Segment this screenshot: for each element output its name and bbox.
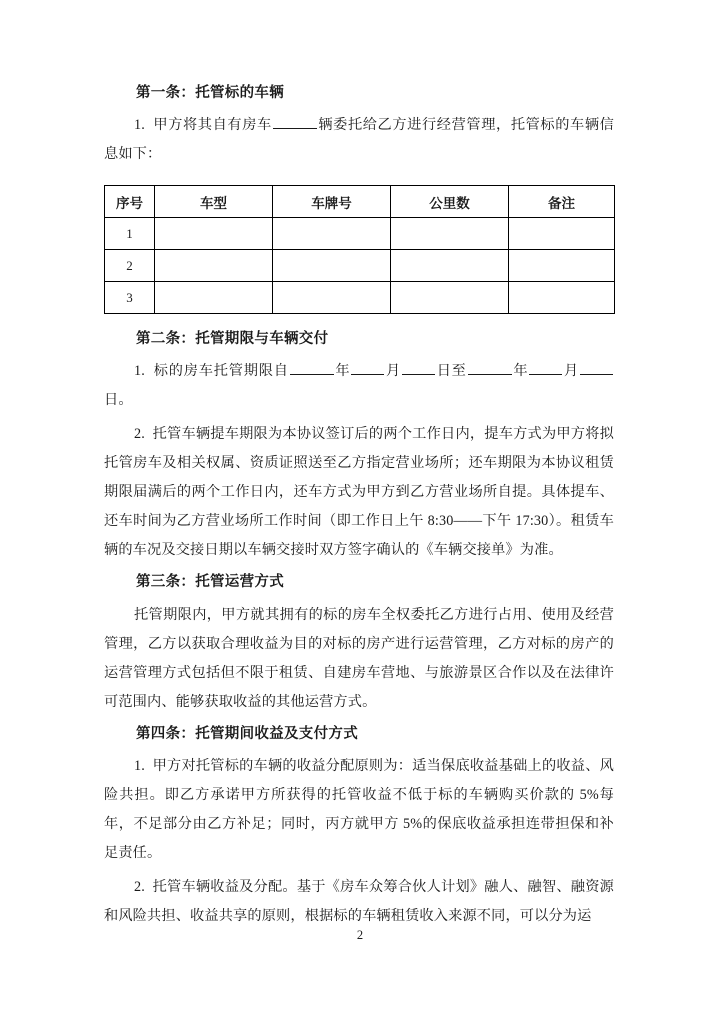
clause-2-seg-2: 月 (385, 363, 402, 380)
clause-heading-4: 第四条：托管期间收益及支付方式 (136, 725, 358, 742)
table-cell-mileage[interactable] (391, 218, 509, 250)
vehicle-info-table (104, 185, 615, 314)
clause-2-item-2 (104, 417, 614, 567)
start-year-blank[interactable] (290, 361, 334, 375)
clause-2-item-2-text: 托管车辆提车期限为本协议签订后的两个工作日内，提车方式为甲方将拟托管房车及相关权属、资质证照送至乙方指定营业场所；还车期限为本协议租赁期限届满后的两个工作日内，还车方式为甲方到乙方营业场所自提。具体提车、还车时间为乙方营业场所工作时间（即工作日上午 8:30——下午 17:30）。租赁车辆的车况及交接日期以车辆交接时双方签字确认的《车辆交接单》为准。 (104, 426, 614, 559)
clause-heading-2: 第二条：托管期限与车辆交付 (136, 331, 329, 348)
clause-2-seg-1: 年 (334, 363, 351, 380)
clause-4-item-1 (104, 749, 614, 870)
clause-heading-3: 第三条：托管运营方式 (136, 574, 284, 591)
clause-2-item-2-number: 2. (134, 426, 146, 443)
vehicle-count-blank[interactable] (273, 115, 317, 129)
table-cell-plate[interactable] (273, 250, 391, 282)
table-cell-mileage[interactable] (391, 250, 509, 282)
clause-4-item-1-text: 甲方对托管标的车辆的收益分配原则为：适当保底收益基础上的收益、风险共担。即乙方承诺甲方所获得的托管收益不低于标的车辆购买价款的 5%每年，不足部分由乙方补足；同时，丙方就甲方 5%的保底收益承担连带担保和补足责任。 (104, 757, 614, 861)
clause-2-seg-6: 日。 (104, 392, 133, 409)
clause-1-item-1 (104, 108, 614, 171)
clause-2-seg-4: 年 (512, 363, 529, 380)
table-cell-model[interactable] (155, 218, 273, 250)
table-cell-index: 1 (105, 218, 155, 250)
table-header-note: 备注 (509, 186, 615, 218)
table-cell-model[interactable] (155, 282, 273, 314)
page-number: 2 (356, 928, 364, 942)
clause-4-item-2 (104, 870, 614, 931)
table-header-row (105, 186, 615, 218)
table-row (105, 218, 615, 250)
clause-2-item-1 (104, 354, 614, 417)
clause-1-item-1-text-after: 辆委托给乙方进行经营管理，托管标的车辆信息如下： (104, 117, 614, 163)
clause-2-seg-5: 月 (563, 363, 579, 380)
clause-2-seg-0: 标的房车托管期限自 (153, 363, 289, 380)
end-day-blank[interactable] (580, 361, 613, 375)
clause-1-item-1-text-before: 甲方将其自有房车 (153, 117, 272, 134)
table-header-model: 车型 (155, 186, 273, 218)
page-content (104, 78, 614, 931)
clause-3-body-text: 托管期限内，甲方就其拥有的标的房车全权委托乙方进行占用、使用及经营管理，乙方以获取合理收益为目的对标的房产进行运营管理，乙方对标的房产的运营管理方式包括但不限于租赁、自建房车营地、与旅游景区合作以及在法律许可范围内、能够获取收益的其他运营方式。 (104, 606, 614, 710)
clause-1-item-1-number: 1. (134, 117, 146, 134)
table-cell-plate[interactable] (273, 218, 391, 250)
clause-2-item-1-number: 1. (134, 363, 146, 380)
clause-4-item-1-number: 1. (134, 757, 146, 774)
table-cell-note[interactable] (509, 250, 615, 282)
table-cell-model[interactable] (155, 250, 273, 282)
table-cell-note[interactable] (509, 282, 615, 314)
table-cell-plate[interactable] (273, 282, 391, 314)
table-cell-mileage[interactable] (391, 282, 509, 314)
table-cell-index: 3 (105, 282, 155, 314)
table-row (105, 282, 615, 314)
end-year-blank[interactable] (468, 361, 512, 375)
end-month-blank[interactable] (529, 361, 562, 375)
table-header-index: 序号 (105, 186, 155, 218)
start-day-blank[interactable] (402, 361, 435, 375)
clause-4-item-2-number: 2. (134, 878, 146, 895)
clause-2-seg-3: 日至 (436, 363, 467, 380)
table-row (105, 250, 615, 282)
table-header-mileage: 公里数 (391, 186, 509, 218)
table-cell-note[interactable] (509, 218, 615, 250)
table-header-plate: 车牌号 (273, 186, 391, 218)
start-month-blank[interactable] (351, 361, 384, 375)
clause-4-item-2-text: 托管车辆收益及分配。基于《房车众筹合伙人计划》融人、融智、融资源和风险共担、收益共享的原则，根据标的车辆租赁收入来源不同，可以分为运 (104, 878, 614, 924)
table-cell-index: 2 (105, 250, 155, 282)
clause-heading-1: 第一条：托管标的车辆 (136, 85, 284, 101)
clause-3-body (104, 598, 614, 719)
